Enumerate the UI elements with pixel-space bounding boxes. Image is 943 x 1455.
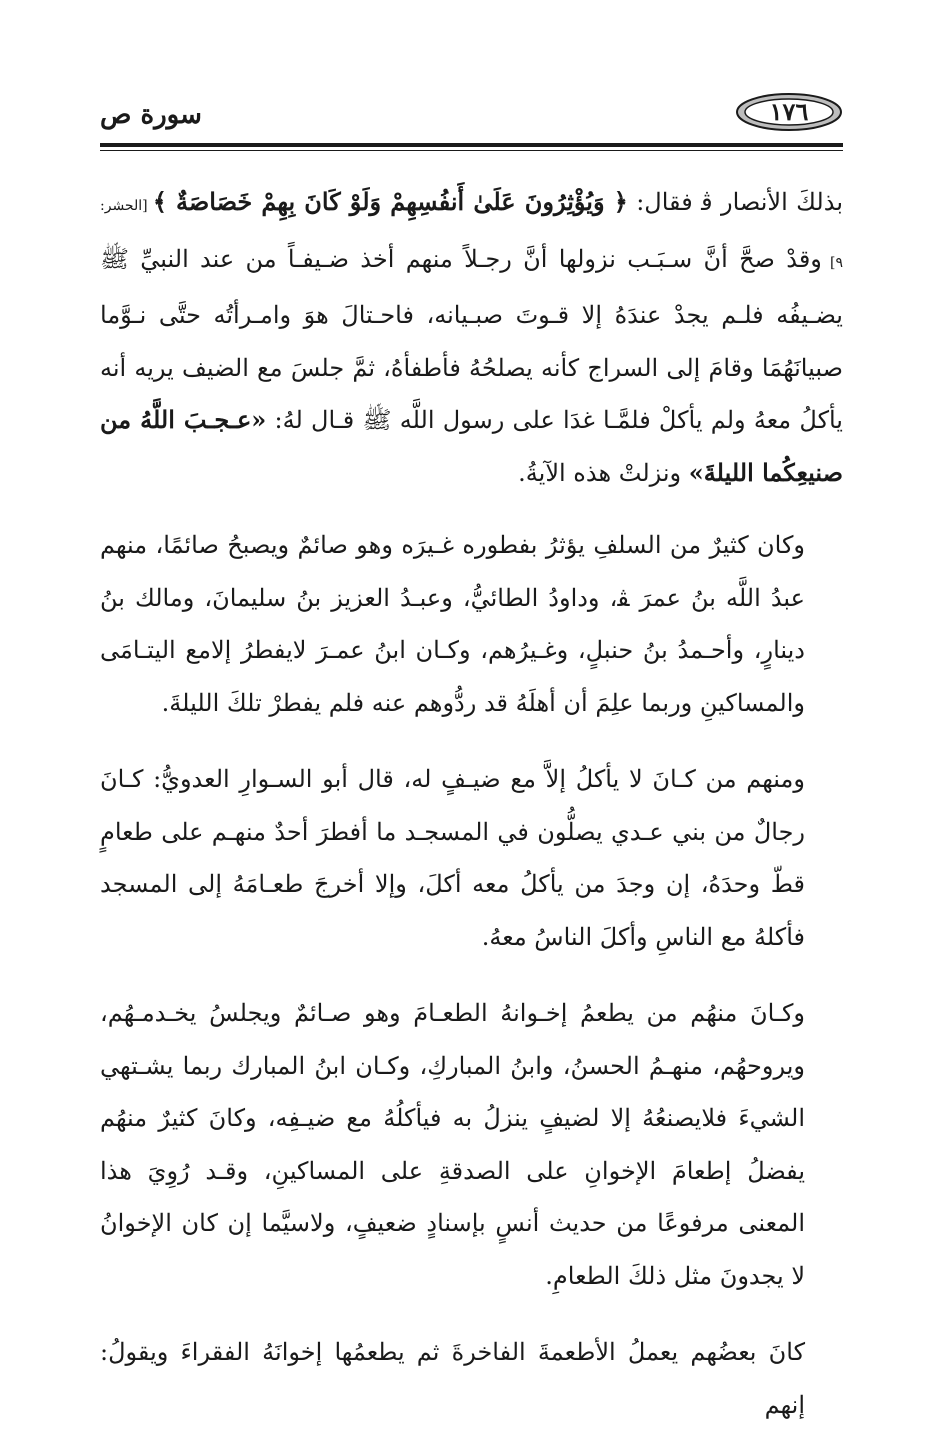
page-number: ١٧٦ [769, 97, 809, 126]
verse-reference: [الحشر: ٩] [100, 198, 843, 271]
text-segment: كانَ بعضُهم يعملُ الأطعمةَ الفاخرةَ ثم يطعمُها إخوانَهُ الفقراءَ ويقولُ: إنهم [100, 1338, 805, 1419]
page-header [100, 88, 843, 140]
text-segment: بذلكَ الأنصار ﭬ فقال: [627, 188, 843, 216]
page-number-badge [735, 92, 843, 132]
hadith-quote: «عـجـبَ اللَّهُ من صنيعِكُما الليلةَ» [100, 405, 843, 487]
surah-title: سورة ص [100, 100, 202, 130]
text-segment: وكـانَ منهُم من يطعمُ إخـوانهُ الطعـامَ وهو صـائمٌ ويجلسُ يخـدمـهُم، ويروحهُم، منهـمُ الحسنُ، وابنُ المباركِ، وكـان ابنُ المبارك ربما يشـتهي الشيءَ فلايصنعُهُ إلا لضيفٍ ينزلُ به فيأكلُهُ مع ضيـفِه، وكانَ كثيرٌ منهُم يفضلُ إطعامَ الإخوانِ على الصدقةِ على المساكينِ، وقـد رُوِيَ هذا المعنى مرفوعًا من حديث أنسٍ بإسنادٍ ضعيفٍ، ولاسيَّما إن كان الإخوانُ لا يجدونَ مثل ذلكَ الطعامِ. [100, 999, 805, 1290]
quran-verse: ﴿ وَيُؤْثِرُونَ عَلَىٰ أَنفُسِهِمْ وَلَوْ كَانَ بِهِمْ خَصَاصَةٌ ﴾ [152, 187, 628, 216]
paragraph [100, 1326, 843, 1431]
paragraph [100, 519, 843, 729]
paragraph [100, 176, 843, 499]
text-segment: وقدْ صحَّ أنَّ سـبَـب نزولها أنَّ رجـلاً منهم أخذ ضـيفـاً من عند النبيِّ ﷺ يضـيفُه فلـم يجدْ عندَهُ إلا قـوتَ صبـيانه، فاحـتالَ هوَ وامـرأتُه حتَّى نـوَّما صبيانَهُمَا وقامَ إلى السراج كأنه يصلحُهُ فأطفأهُ، ثمَّ جلسَ مع الضيف يريه أنه يأكلُ معهُ ولم يأكلْ فلمَّـا غدَا على رسول اللَّه ﷺ قـال لهُ: [100, 244, 843, 434]
text-segment: ونزلتْ هذه الآيةُ. [518, 458, 689, 487]
body-text [100, 176, 843, 1455]
text-segment: وكان كثيرٌ من السلفِ يؤثرُ بفطوره غـيرَه وهو صائمٌ ويصبحُ صائمًا، منهم عبدُ اللَّه بنُ عمرَ ﭭ، وداودُ الطائيُّ، وعبـدُ العزيز بنُ سليمانَ، ومالك بنُ دينارٍ، وأحـمدُ بنُ حنبلٍ، وغـيرُهم، وكـان ابنُ عمـرَ لايفطرُ إلامع اليتـامَى والمساكينِ وربما علِمَ أن أهلَهُ قد ردُّوهم عنه فلم يفطرْ تلكَ الليلةَ. [100, 531, 805, 717]
paragraph [100, 987, 843, 1302]
header-rule [100, 143, 843, 147]
text-segment: ومنهم من كـانَ لا يأكلُ إلاَّ مع ضيـفٍ له، قال أبو السـوارِ العدويُّ: كـانَ رجالٌ من بني عـدي يصلُّون في المسجـد ما أفطرَ أحدٌ منهـم على طعامٍ قطّ وحدَهُ، إن وجدَ من يأكلُ معه أكلَ، وإلا أخرجَ طعـامَهُ إلى المسجد فأكلهُ مع الناسِ وأكلَ الناسُ معهُ. [100, 765, 805, 951]
paragraph [100, 753, 843, 963]
header-rule-thin [100, 150, 843, 151]
